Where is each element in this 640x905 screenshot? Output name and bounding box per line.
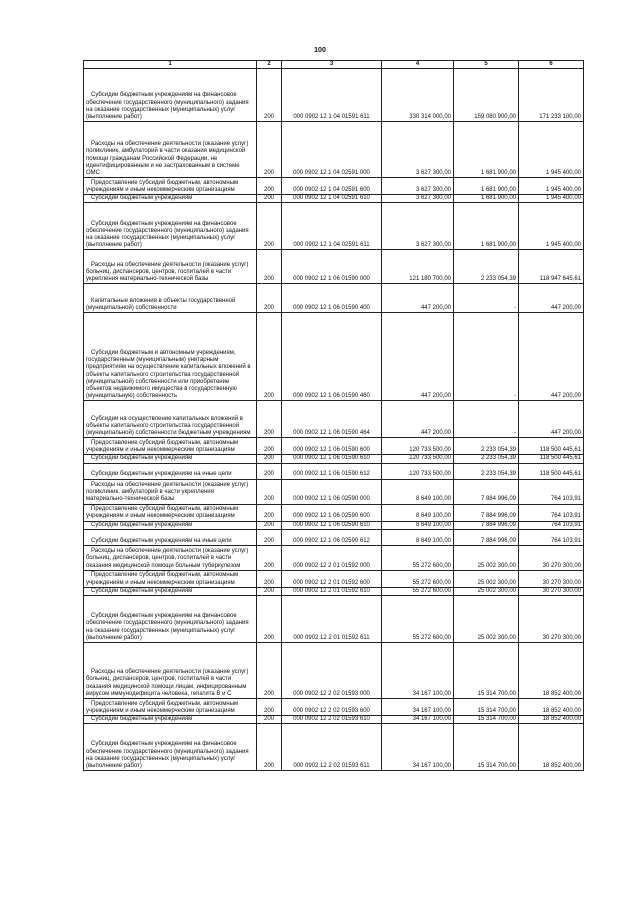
row-description-text: Расходы на обеспечение деятельности (оказание услуг) больниц, диспансеров, центров, госпиталей в части оказания медицинской помощи больным туберкулезом xyxy=(86,548,249,569)
row-remaining-amount: 764 103,91 xyxy=(519,529,584,545)
row-remaining-amount: 118 947 645,61 xyxy=(519,250,584,284)
row-line-code: 200 xyxy=(257,401,282,438)
row-remaining-amount: 18 852 400,00 xyxy=(519,643,584,699)
table-row xyxy=(84,284,584,313)
row-budget-code: 000 0902 12 1 06 01590 612 xyxy=(282,463,382,479)
table-row xyxy=(84,455,584,463)
row-executed-amount: 1 681 900,00 xyxy=(454,122,519,178)
row-executed-amount: 25 002 300,00 xyxy=(454,596,519,643)
row-description xyxy=(84,69,257,122)
row-executed-amount: 15 314 700,00 xyxy=(454,716,519,724)
table-row xyxy=(84,463,584,479)
header-cell: 4 xyxy=(382,61,454,69)
row-description-text: Расходы на обеспечение деятельности (оказание услуг) поликлиник, амбулаторий в части укрепления материально-технической базы xyxy=(86,482,249,503)
row-description xyxy=(84,643,257,699)
table-row xyxy=(84,313,584,401)
row-approved-amount: 3 627 300,00 xyxy=(382,203,454,250)
row-description xyxy=(84,587,257,595)
row-budget-code: 000 0902 12 1 06 02590 610 xyxy=(282,521,382,529)
row-line-code: 200 xyxy=(257,69,282,122)
row-executed-amount: 15 314 700,00 xyxy=(454,724,519,771)
row-budget-code: 000 0902 12 1 06 01590 460 xyxy=(282,313,382,401)
row-remaining-amount: 447 200,00 xyxy=(519,401,584,438)
row-description-text: Субсидии бюджетным учреждениям xyxy=(91,521,193,528)
row-budget-code: 000 0902 12 1 06 01590 400 xyxy=(282,284,382,313)
row-remaining-amount: 18 852 400,00 xyxy=(519,716,584,724)
row-description-text: Субсидии бюджетным учреждениям на финансовое обеспечение государственного (муниципального) задания на оказание государственных (муниципальных) услуг (выполнение работ) xyxy=(86,220,249,249)
row-budget-code: 000 0902 12 2 01 01592 600 xyxy=(282,570,382,587)
table-row xyxy=(84,570,584,587)
row-line-code: 200 xyxy=(257,195,282,203)
row-executed-amount: 1 681 900,00 xyxy=(454,203,519,250)
header-cell: 1 xyxy=(84,61,257,69)
budget-table xyxy=(83,60,584,771)
row-budget-code: 000 0902 12 1 06 01590 000 xyxy=(282,250,382,284)
row-budget-code: 000 0902 12 1 04 02591 600 xyxy=(282,178,382,195)
row-approved-amount: 55 272 600,00 xyxy=(382,570,454,587)
table-row xyxy=(84,195,584,203)
row-approved-amount: 34 167 100,00 xyxy=(382,716,454,724)
row-budget-code: 000 0902 12 2 01 01592 000 xyxy=(282,545,382,570)
row-executed-amount: 7 884 996,09 xyxy=(454,479,519,504)
row-line-code: 200 xyxy=(257,570,282,587)
row-description-text: Субсидии бюджетным учреждениям на иные цели xyxy=(91,537,232,544)
row-approved-amount: 34 167 100,00 xyxy=(382,724,454,771)
row-description xyxy=(84,504,257,521)
table-row xyxy=(84,699,584,716)
row-approved-amount: 330 314 000,00 xyxy=(382,69,454,122)
row-executed-amount: 2 233 054,39 xyxy=(454,455,519,463)
table-row xyxy=(84,203,584,250)
row-remaining-amount: 30 270 300,00 xyxy=(519,596,584,643)
table-row xyxy=(84,587,584,595)
row-description-text: Субсидии бюджетным учреждениям на финансовое обеспечение государственного (муниципального) задания на оказание государственных (муниципальных) услуг (выполнение работ) xyxy=(86,92,249,120)
row-approved-amount: 447 200,00 xyxy=(382,401,454,438)
row-description xyxy=(84,479,257,504)
row-description-text: Расходы на обеспечение деятельности (оказание услуг) поликлиник, амбулаторий в части оказания медицинской помощи гражданам Российской Федерации, не идентифицированным и не застрахованным в системе ОМС xyxy=(86,141,249,176)
row-budget-code: 000 0902 12 2 02 01593 610 xyxy=(282,716,382,724)
row-executed-amount: 7 884 996,09 xyxy=(454,504,519,521)
row-remaining-amount: 1 945 400,00 xyxy=(519,178,584,195)
row-description xyxy=(84,716,257,724)
table-row xyxy=(84,401,584,438)
page-number: 100 xyxy=(314,47,326,54)
row-line-code: 200 xyxy=(257,203,282,250)
row-approved-amount: 447 200,00 xyxy=(382,313,454,401)
row-line-code: 200 xyxy=(257,716,282,724)
row-description-text: Субсидии бюджетным учреждениям xyxy=(91,455,193,462)
row-line-code: 200 xyxy=(257,643,282,699)
row-executed-amount: 7 884 996,09 xyxy=(454,529,519,545)
row-executed-amount: 15 314 700,00 xyxy=(454,699,519,716)
row-approved-amount: 55 272 600,00 xyxy=(382,587,454,595)
table-row xyxy=(84,596,584,643)
row-executed-amount: 7 884 996,09 xyxy=(454,521,519,529)
row-executed-amount: - xyxy=(454,284,519,313)
row-description xyxy=(84,529,257,545)
table-row xyxy=(84,122,584,178)
row-remaining-amount: 118 500 445,61 xyxy=(519,463,584,479)
row-remaining-amount: 764 103,91 xyxy=(519,504,584,521)
row-description xyxy=(84,250,257,284)
row-description-text: Субсидии бюджетным учреждениям на иные цели xyxy=(91,471,232,478)
row-executed-amount: 2 233 054,39 xyxy=(454,250,519,284)
row-approved-amount: 8 649 100,00 xyxy=(382,521,454,529)
row-budget-code: 000 0902 12 1 06 02590 612 xyxy=(282,529,382,545)
row-approved-amount: 3 627 300,00 xyxy=(382,122,454,178)
row-line-code: 200 xyxy=(257,250,282,284)
row-description-text: Предоставление субсидий бюджетным, автономным учреждениям и иным некоммерческим организациям xyxy=(86,506,239,520)
row-remaining-amount: 1 945 400,00 xyxy=(519,195,584,203)
row-executed-amount: 2 233 054,39 xyxy=(454,463,519,479)
row-description xyxy=(84,545,257,570)
row-description-text: Субсидии бюджетным учреждениям на финансовое обеспечение государственного (муниципального) задания на оказание государственных (муниципальных) услуг (выполнение работ) xyxy=(86,741,249,770)
row-line-code: 200 xyxy=(257,529,282,545)
row-executed-amount: - xyxy=(454,313,519,401)
row-budget-code: 000 0902 12 2 01 01592 610 xyxy=(282,587,382,595)
row-approved-amount: 55 272 600,00 xyxy=(382,545,454,570)
table-row xyxy=(84,250,584,284)
row-remaining-amount: 18 852 400,00 xyxy=(519,699,584,716)
row-remaining-amount: 118 500 445,61 xyxy=(519,455,584,463)
table-row xyxy=(84,643,584,699)
row-budget-code: 000 0902 12 1 06 01590 610 xyxy=(282,455,382,463)
row-description-text: Предоставление субсидий бюджетным, автономным учреждениям и иным некоммерческим организациям xyxy=(86,700,239,714)
row-description xyxy=(84,463,257,479)
row-remaining-amount: 118 500 445,61 xyxy=(519,438,584,455)
row-remaining-amount: 30 270 300,00 xyxy=(519,570,584,587)
row-line-code: 200 xyxy=(257,313,282,401)
row-description xyxy=(84,195,257,203)
row-executed-amount: 1 681 900,00 xyxy=(454,195,519,203)
row-description xyxy=(84,438,257,455)
row-budget-code: 000 0902 12 1 06 01590 464 xyxy=(282,401,382,438)
row-remaining-amount: 1 945 400,00 xyxy=(519,122,584,178)
row-line-code: 200 xyxy=(257,699,282,716)
row-description-text: Субсидии бюджетным учреждениям xyxy=(91,195,193,202)
row-remaining-amount: 1 945 400,00 xyxy=(519,203,584,250)
row-budget-code: 000 0902 12 1 04 02591 611 xyxy=(282,203,382,250)
row-executed-amount: 1 681 900,00 xyxy=(454,178,519,195)
row-line-code: 200 xyxy=(257,504,282,521)
row-executed-amount: 25 002 300,00 xyxy=(454,587,519,595)
row-description xyxy=(84,521,257,529)
row-remaining-amount: 447 200,00 xyxy=(519,284,584,313)
row-description xyxy=(84,122,257,178)
row-description xyxy=(84,699,257,716)
row-description-text: Расходы на обеспечение деятельности (оказание услуг) больниц, диспансеров, центров, госпиталей в части оказания медицинской помощи лицам, инфицированным вирусом иммунодефицита человека, гепатита B и C xyxy=(86,669,249,697)
row-line-code: 200 xyxy=(257,178,282,195)
row-description-text: Расходы на обеспечение деятельности (оказание услуг) больниц, диспансеров, центров, госпиталей в части укрепления материально-технической базы xyxy=(86,261,249,283)
row-budget-code: 000 0902 12 2 02 01593 600 xyxy=(282,699,382,716)
row-line-code: 200 xyxy=(257,545,282,570)
row-approved-amount: 34 167 100,00 xyxy=(382,643,454,699)
table-row xyxy=(84,178,584,195)
row-budget-code: 000 0902 12 2 02 01593 611 xyxy=(282,724,382,771)
row-description xyxy=(84,178,257,195)
table-header-row xyxy=(84,61,584,69)
row-line-code: 200 xyxy=(257,724,282,771)
row-description xyxy=(84,203,257,250)
row-approved-amount: 8 649 100,00 xyxy=(382,479,454,504)
table-row xyxy=(84,716,584,724)
row-approved-amount: 3 627 300,00 xyxy=(382,195,454,203)
row-remaining-amount: 764 103,91 xyxy=(519,521,584,529)
row-line-code: 200 xyxy=(257,521,282,529)
row-line-code: 200 xyxy=(257,463,282,479)
row-description-text: Предоставление субсидий бюджетным, автономным учреждениям и иным некоммерческим организациям xyxy=(86,440,239,454)
row-executed-amount: 15 314 700,00 xyxy=(454,643,519,699)
row-description-text: Капитальные вложения в объекты государственной (муниципальной) собственности xyxy=(86,298,236,312)
row-description-text: Субсидии бюджетным и автономным учреждениям, государственным (муниципальным) унитарным предприятиям на осуществление капитальных вложений в объекты капитального строительства государственной (муниципальной) собственности или приобретение объектов недвижимого имущества в государственную (муниципальную) собственность xyxy=(86,349,251,400)
row-budget-code: 000 0902 12 1 06 01590 600 xyxy=(282,438,382,455)
row-description xyxy=(84,401,257,438)
row-approved-amount: 120 733 500,00 xyxy=(382,438,454,455)
row-description-text: Предоставление субсидий бюджетным, автономным учреждениям и иным некоммерческим организациям xyxy=(86,179,239,193)
table-row xyxy=(84,479,584,504)
table-row xyxy=(84,438,584,455)
row-line-code: 200 xyxy=(257,438,282,455)
row-remaining-amount: 447 200,00 xyxy=(519,313,584,401)
row-budget-code: 000 0902 12 1 06 02590 000 xyxy=(282,479,382,504)
row-line-code: 200 xyxy=(257,596,282,643)
table-row xyxy=(84,529,584,545)
row-remaining-amount: 764 103,91 xyxy=(519,479,584,504)
row-description-text: Субсидии бюджетным учреждениям xyxy=(91,716,193,723)
table-row xyxy=(84,69,584,122)
row-executed-amount: 159 080 900,00 xyxy=(454,69,519,122)
table-row xyxy=(84,504,584,521)
row-description xyxy=(84,724,257,771)
row-line-code: 200 xyxy=(257,284,282,313)
row-line-code: 200 xyxy=(257,122,282,178)
row-description-text: Субсидии бюджетным учреждениям xyxy=(91,587,193,594)
row-approved-amount: 8 649 100,00 xyxy=(382,504,454,521)
row-description-text: Предоставление субсидий бюджетным, автономным учреждениям и иным некоммерческим организациям xyxy=(86,572,239,586)
row-approved-amount: 3 627 300,00 xyxy=(382,178,454,195)
row-executed-amount: 25 002 300,00 xyxy=(454,570,519,587)
row-approved-amount: 447 200,00 xyxy=(382,284,454,313)
row-line-code: 200 xyxy=(257,455,282,463)
header-cell: 3 xyxy=(282,61,382,69)
row-description-text: Субсидии бюджетным учреждениям на финансовое обеспечение государственного (муниципального) задания на оказание государственных (муниципальных) услуг (выполнение работ) xyxy=(86,613,249,641)
row-budget-code: 000 0902 12 2 01 01592 611 xyxy=(282,596,382,643)
row-budget-code: 000 0902 12 1 04 02591 000 xyxy=(282,122,382,178)
table-row xyxy=(84,724,584,771)
header-cell: 6 xyxy=(519,61,584,69)
row-description-text: Субсидии на осуществление капитальных вложений в объекты капитального строительства государственной (муниципальной) собственности бюджетным учреждениям xyxy=(86,415,251,437)
row-approved-amount: 120 733 500,00 xyxy=(382,463,454,479)
row-budget-code: 000 0902 12 1 04 01591 611 xyxy=(282,69,382,122)
row-approved-amount: 55 272 600,00 xyxy=(382,596,454,643)
row-remaining-amount: 171 233 100,00 xyxy=(519,69,584,122)
row-budget-code: 000 0902 12 1 04 02591 610 xyxy=(282,195,382,203)
row-executed-amount: - xyxy=(454,401,519,438)
row-remaining-amount: 30 270 300,00 xyxy=(519,545,584,570)
row-approved-amount: 8 649 100,00 xyxy=(382,529,454,545)
row-description xyxy=(84,313,257,401)
row-description xyxy=(84,570,257,587)
row-description xyxy=(84,596,257,643)
table-row xyxy=(84,521,584,529)
header-cell: 5 xyxy=(454,61,519,69)
row-line-code: 200 xyxy=(257,479,282,504)
row-line-code: 200 xyxy=(257,587,282,595)
row-executed-amount: 2 233 054,39 xyxy=(454,438,519,455)
row-description xyxy=(84,284,257,313)
header-cell: 2 xyxy=(257,61,282,69)
row-approved-amount: 120 733 500,00 xyxy=(382,455,454,463)
row-description xyxy=(84,455,257,463)
row-remaining-amount: 30 270 300,00 xyxy=(519,587,584,595)
row-remaining-amount: 18 852 400,00 xyxy=(519,724,584,771)
row-budget-code: 000 0902 12 1 06 02590 600 xyxy=(282,504,382,521)
row-executed-amount: 25 002 300,00 xyxy=(454,545,519,570)
row-budget-code: 000 0902 12 2 02 01593 000 xyxy=(282,643,382,699)
row-approved-amount: 34 167 100,00 xyxy=(382,699,454,716)
table-row xyxy=(84,545,584,570)
row-approved-amount: 121 180 700,00 xyxy=(382,250,454,284)
